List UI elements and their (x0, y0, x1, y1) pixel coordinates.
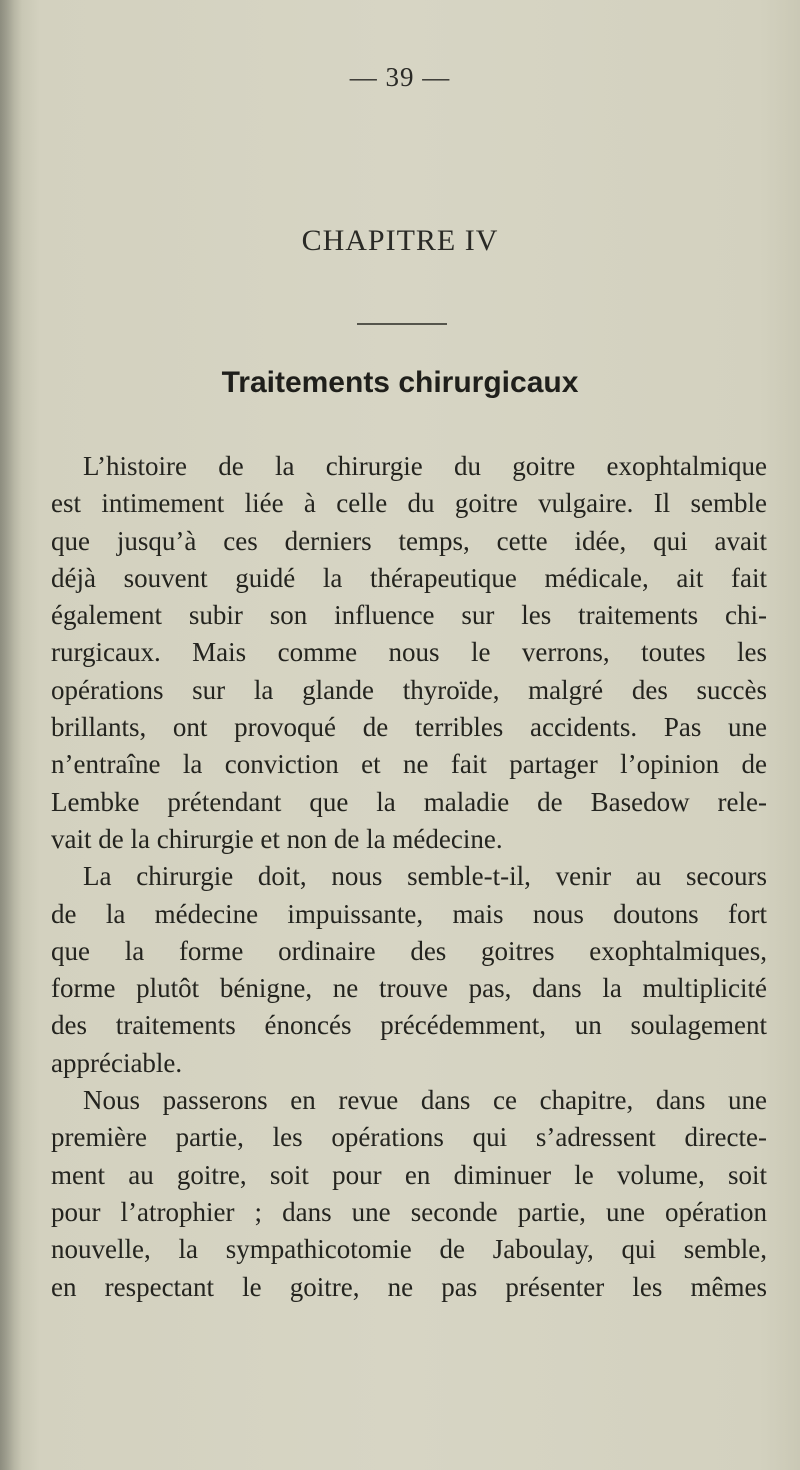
text-line: forme plutôt bénigne, ne trouve pas, dans la multiplicité (51, 973, 767, 1004)
heading-rule (357, 323, 447, 325)
text-line: également subir son influence sur les traitements chi- (51, 600, 767, 631)
text-line: vait de la chirurgie et non de la médecine. (51, 823, 503, 854)
chapter-heading: CHAPITRE IV (301, 224, 499, 257)
text-line: appréciable. (51, 1047, 183, 1078)
page-number: — 39 — (349, 62, 451, 92)
text-line: rurgicaux. Mais comme nous le verrons, toutes les (51, 637, 767, 668)
section-title: Traitements chirurgicaux (221, 366, 579, 399)
text-line: opérations sur la glande thyroïde, malgré des succès (51, 674, 767, 705)
text-line: de la médecine impuissante, mais nous doutons fort (51, 898, 767, 929)
binding-shadow (0, 0, 22, 1470)
text-line: n’entraîne la conviction et ne fait partager l’opinion de (51, 749, 767, 780)
text-line: en respectant le goitre, ne pas présenter les mêmes (51, 1271, 767, 1302)
text-line: L’histoire de la chirurgie du goitre exophtalmique (83, 451, 767, 481)
text-line: que jusqu’à ces derniers temps, cette idée, qui avait (51, 525, 767, 556)
text-line: brillants, ont provoqué de terribles accidents. Pas une (51, 712, 767, 743)
text-line: pour l’atrophier ; dans une seconde partie, une opération (51, 1196, 767, 1227)
body-text (51, 448, 767, 1306)
text-line: première partie, les opérations qui s’adressent directe- (51, 1122, 767, 1153)
text-line: Nous passerons en revue dans ce chapitre, dans une (83, 1085, 767, 1116)
text-line: Lembke prétendant que la maladie de Basedow rele- (51, 786, 767, 817)
text-line: La chirurgie doit, nous semble-t-il, venir au secours (83, 861, 767, 892)
text-line: déjà souvent guidé la thérapeutique médicale, ait fait (51, 562, 767, 593)
text-line: des traitements énoncés précédemment, un soulagement (51, 1010, 767, 1041)
text-line: est intimement liée à celle du goitre vulgaire. Il semble (51, 488, 767, 519)
text-line: ment au goitre, soit pour en diminuer le volume, soit (51, 1159, 767, 1190)
text-line: que la forme ordinaire des goitres exophtalmiques, (51, 935, 767, 966)
text-line: nouvelle, la sympathicotomie de Jaboulay, qui semble, (51, 1234, 767, 1265)
